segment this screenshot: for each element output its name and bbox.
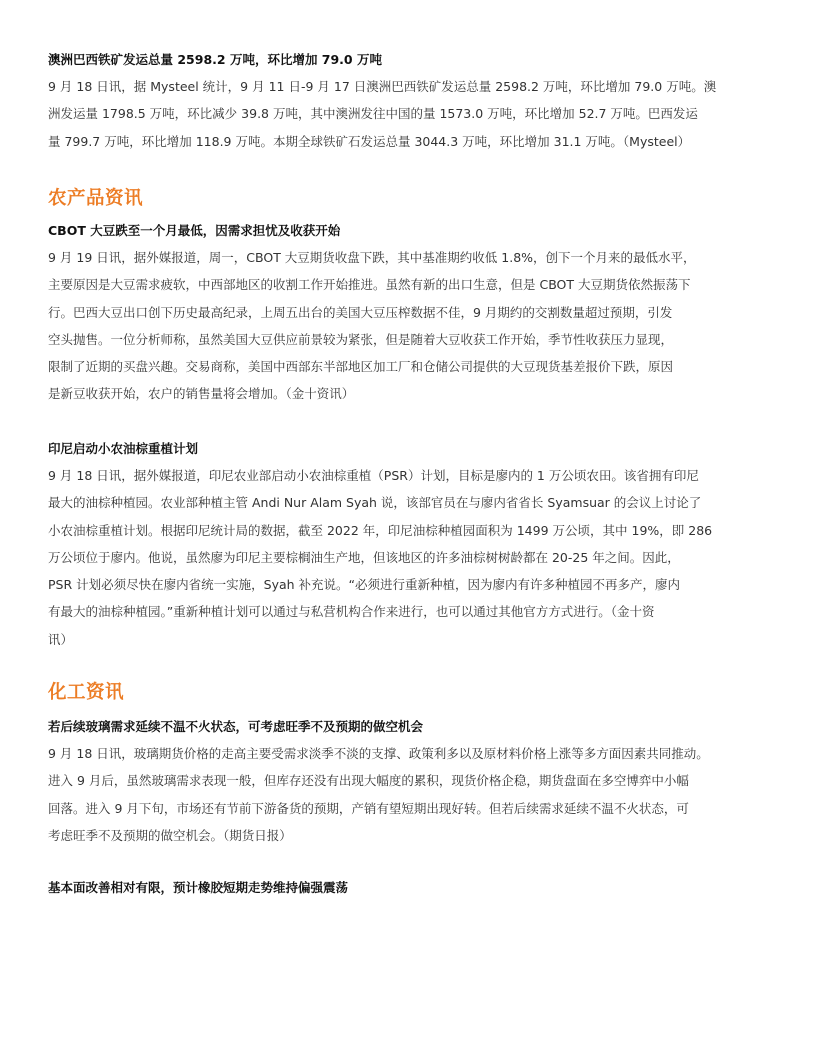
article-title: 基本面改善相对有限，预计橡胶短期走势维持偏强震荡: [48, 880, 349, 895]
body-line: 回落。进入 9 月下旬，市场还有节前下游备货的预期，产销有望短期出现好转。但若后续需求延续不温不火状态，可: [48, 800, 689, 816]
body-line: 洲发运量 1798.5 万吨，环比减少 39.8 万吨，其中澳洲发往中国的量 1573.0 万吨，环比增加 52.7 万吨。巴西发运: [48, 106, 698, 122]
body-line: 空头抛售。一位分析师称，虽然美国大豆供应前景较为紧张，但是随着大豆收获工作开始，季节性收获压力显现，: [48, 331, 674, 347]
body-line: 是新豆收获开始，农户的销售量将会增加。（金十资讯）: [48, 386, 355, 402]
article-title: 印尼启动小农油棕重植计划: [48, 441, 199, 456]
body-line: 9 月 18 日讯，据外媒报道，印尼农业部启动小农油棕重植（PSR）计划，目标是廖内的 1 万公顷农田。该省拥有印尼: [48, 468, 699, 483]
body-line: 考虑旺季不及预期的做空机会。（期货日报）: [48, 827, 292, 843]
article-body: [48, 740, 709, 849]
body-line: 讯）: [48, 631, 74, 647]
body-line: 万公顷位于廖内。他说，虽然廖为印尼主要棕榈油生产地，但该地区的许多油棕树树龄都在 20-25 年之间。因此，: [48, 549, 680, 565]
body-line: 进入 9 月后，虽然玻璃需求表现一般，但库存还没有出现大幅度的累积，现货价格企稳，期货盘面在多空博弈中小幅: [48, 773, 689, 789]
article-body: [48, 462, 712, 653]
body-line: 9 月 19 日讯，据外媒报道，周一，CBOT 大豆期货收盘下跌，其中基准期约收低 1.8%，创下一个月来的最低水平，: [48, 250, 696, 265]
article-iron-ore: [48, 50, 716, 155]
body-line: PSR 计划必须尽快在廖内省统一实施，Syah 补充说。“必须进行重新种植，因为廖内有许多种植园不再多产，廖内: [48, 577, 680, 593]
body-line: 主要原因是大豆需求疲软，中西部地区的收割工作开始推进。虽然有新的出口生意，但是 CBOT 大豆期货依然振荡下: [48, 277, 691, 293]
article-title: CBOT 大豆跌至一个月最低，因需求担忧及收获开始: [48, 223, 341, 238]
article-rubber: [48, 878, 348, 898]
section-title-agri: 农产品资讯: [48, 188, 144, 209]
article-title: 若后续玻璃需求延续不温不火状态，可考虑旺季不及预期的做空机会: [48, 719, 424, 734]
article-body: [48, 73, 716, 155]
article-title: 澳洲巴西铁矿发运总量 2598.2 万吨，环比增加 79.0 万吨: [48, 52, 382, 67]
section-title-chemical: 化工资讯: [48, 682, 125, 703]
body-line: 行。巴西大豆出口创下历史最高纪录，上周五出台的美国大豆压榨数据不佳，9 月期约的交割数量超过预期，引发: [48, 304, 673, 320]
article-body: [48, 244, 696, 408]
body-line: 量 799.7 万吨，环比增加 118.9 万吨。本期全球铁矿石发运总量 3044.3 万吨，环比增加 31.1 万吨。（Mysteel）: [48, 133, 691, 149]
body-line: 小农油棕重植计划。根据印尼统计局的数据，截至 2022 年，印尼油棕种植园面积为 1499 万公顷，其中 19%，即 286: [48, 522, 713, 538]
body-line: 9 月 18 日讯，玻璃期货价格的走高主要受需求淡季不淡的支撑、政策利多以及原材料价格上涨等多方面因素共同推动。: [48, 746, 709, 761]
article-glass: [48, 717, 709, 849]
article-cbot-soybean: [48, 221, 696, 408]
body-line: 限制了近期的买盘兴趣。交易商称，美国中西部东半部地区加工厂和仓储公司提供的大豆现货基差报价下跌，原因: [48, 359, 674, 375]
article-indonesia-palm: [48, 439, 712, 653]
body-line: 有最大的油棕种植园。”重新种植计划可以通过与私营机构合作来进行，也可以通过其他官方方式进行。（金十资: [48, 604, 655, 620]
body-line: 最大的油棕种植园。农业部种植主管 Andi Nur Alam Syah 说，该部官员在与廖内省省长 Syamsuar 的会议上讨论了: [48, 495, 702, 511]
body-line: 9 月 18 日讯，据 Mysteel 统计，9 月 11 日-9 月 17 日澳洲巴西铁矿发运总量 2598.2 万吨，环比增加 79.0 万吨。澳: [48, 79, 717, 94]
